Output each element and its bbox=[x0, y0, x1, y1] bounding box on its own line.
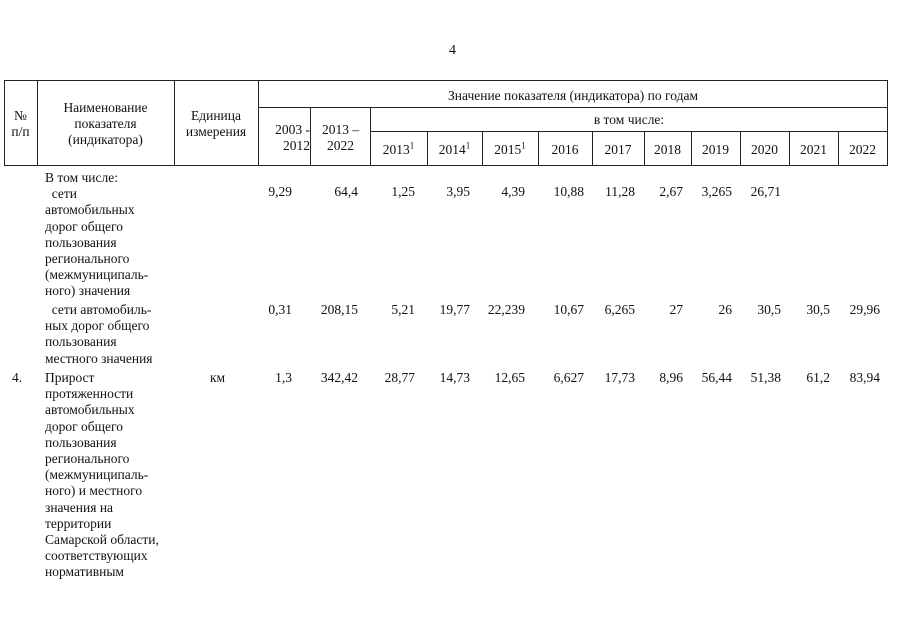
header-year-2020: 2020 bbox=[751, 142, 778, 157]
value-cell-local: 208,15 bbox=[320, 302, 358, 317]
name-line: значения на bbox=[45, 499, 114, 515]
value-cell-growth: 83,94 bbox=[849, 370, 880, 385]
header-period-line: 2013 – bbox=[321, 122, 360, 137]
header-sub-title: в том числе: bbox=[593, 112, 665, 127]
header-period-2003-2012 bbox=[259, 122, 310, 154]
name-line: автомобильных bbox=[45, 202, 135, 218]
name-line: (межмуниципаль- bbox=[45, 467, 149, 483]
name-line: Самарской области, bbox=[45, 532, 159, 548]
value-cell-regional: 2,67 bbox=[659, 184, 683, 199]
name-line: ного) значения bbox=[45, 283, 131, 299]
value-cell-local: 6,265 bbox=[604, 302, 635, 317]
value-cell-growth: 1,3 bbox=[275, 370, 292, 385]
header-col-name-line: (индикатора) bbox=[68, 132, 143, 147]
name-line: территории bbox=[45, 515, 112, 531]
header-year-2018: 2018 bbox=[654, 142, 681, 157]
row-local-name bbox=[45, 302, 153, 367]
name-line: дорог общего bbox=[45, 218, 123, 234]
value-cell-growth: 56,44 bbox=[701, 370, 732, 385]
name-line: пользования bbox=[45, 334, 117, 350]
value-cell-growth: 12,65 bbox=[494, 370, 525, 385]
value-cell-growth: 8,96 bbox=[659, 370, 683, 385]
header-top-border bbox=[4, 80, 888, 81]
header-group-title: Значение показателя (индикатора) по годам bbox=[448, 88, 698, 103]
value-cell-local: 29,96 bbox=[849, 302, 880, 317]
name-line: регионального bbox=[45, 451, 130, 467]
name-line: регионального bbox=[45, 251, 130, 267]
header-col-name-line: Наименование bbox=[63, 100, 148, 115]
value-cell-local: 30,5 bbox=[806, 302, 830, 317]
header-col-unit bbox=[174, 108, 258, 140]
value-cell-local: 22,239 bbox=[487, 302, 525, 317]
header-period-2013-2022 bbox=[311, 122, 370, 154]
value-cell-regional: 3,95 bbox=[446, 184, 470, 199]
header-period-line: 2022 bbox=[327, 138, 354, 153]
header-year-2021: 2021 bbox=[800, 142, 827, 157]
row-growth-unit: км bbox=[210, 370, 226, 385]
header-col-unit-line: измерения bbox=[185, 124, 247, 139]
value-cell-regional: 9,29 bbox=[268, 184, 292, 199]
row-growth-name bbox=[45, 370, 159, 581]
value-cell-local: 27 bbox=[669, 302, 683, 317]
value-cell-local: 30,5 bbox=[757, 302, 781, 317]
header-year-2014: 2014$^1$ bbox=[438, 140, 471, 157]
value-cell-growth: 14,73 bbox=[439, 370, 470, 385]
header-col-num bbox=[4, 108, 37, 140]
sub-title-border bbox=[370, 131, 888, 132]
row-regional-name bbox=[45, 170, 148, 300]
value-cell-regional: 3,265 bbox=[701, 184, 732, 199]
name-line: (межмуниципаль- bbox=[45, 267, 149, 283]
value-cell-local: 0,31 bbox=[268, 302, 292, 317]
header-bottom-border bbox=[4, 165, 888, 166]
name-line: протяженности bbox=[45, 386, 134, 402]
header-period-line: 2003 - bbox=[275, 122, 310, 137]
page-number: 4 bbox=[449, 43, 456, 58]
name-line: соответствующих bbox=[45, 548, 148, 564]
header-col-unit-line: Единица bbox=[190, 108, 241, 123]
header-year-2017: 2017 bbox=[604, 142, 632, 157]
value-cell-local: 19,77 bbox=[439, 302, 470, 317]
name-line: В том числе: bbox=[45, 170, 118, 185]
header-period-line: 2012 bbox=[283, 138, 310, 153]
name-line: пользования bbox=[45, 434, 117, 450]
value-cell-regional: 26,71 bbox=[750, 184, 781, 199]
header-year-2022: 2022 bbox=[849, 142, 876, 157]
value-cell-local: 5,21 bbox=[391, 302, 415, 317]
row-growth-number: 4. bbox=[12, 370, 23, 385]
name-line: нормативным bbox=[45, 564, 124, 580]
name-line: местного значения bbox=[45, 350, 153, 366]
value-cell-growth: 51,38 bbox=[750, 370, 781, 385]
header-col-name bbox=[37, 100, 174, 148]
name-line: пользования bbox=[45, 234, 117, 250]
header-year-2019: 2019 bbox=[702, 142, 729, 157]
name-line: ных дорог общего bbox=[45, 318, 150, 334]
value-cell-growth: 6,627 bbox=[553, 370, 584, 385]
value-cell-regional: 4,39 bbox=[501, 184, 525, 199]
name-line: автомобильных bbox=[45, 402, 135, 418]
value-cell-local: 10,67 bbox=[553, 302, 584, 317]
value-cell-local: 26 bbox=[718, 302, 732, 317]
name-line: сети bbox=[45, 186, 78, 202]
value-cell-growth: 61,2 bbox=[806, 370, 830, 385]
name-line: дорог общего bbox=[45, 418, 123, 434]
value-cell-growth: 17,73 bbox=[604, 370, 635, 385]
value-cell-growth: 342,42 bbox=[320, 370, 358, 385]
value-cell-regional: 11,28 bbox=[605, 184, 635, 199]
name-line: Прирост bbox=[45, 370, 95, 385]
header-col-num-line: № bbox=[14, 108, 27, 123]
value-cell-regional: 64,4 bbox=[334, 184, 358, 199]
value-cell-regional: 1,25 bbox=[391, 184, 415, 199]
header-col-name-line: показателя bbox=[74, 116, 137, 131]
name-line: ного) и местного bbox=[45, 483, 143, 499]
header-col-num-line: п/п bbox=[11, 124, 30, 139]
group-title-border bbox=[258, 107, 888, 108]
value-cell-growth: 28,77 bbox=[384, 370, 415, 385]
header-year-2015: 2015$^1$ bbox=[494, 140, 526, 157]
value-cell-regional: 10,88 bbox=[553, 184, 584, 199]
name-line: сети автомобиль- bbox=[45, 302, 152, 317]
header-year-2016: 2016 bbox=[551, 142, 579, 157]
header-year-2013: 2013$^1$ bbox=[382, 140, 415, 157]
